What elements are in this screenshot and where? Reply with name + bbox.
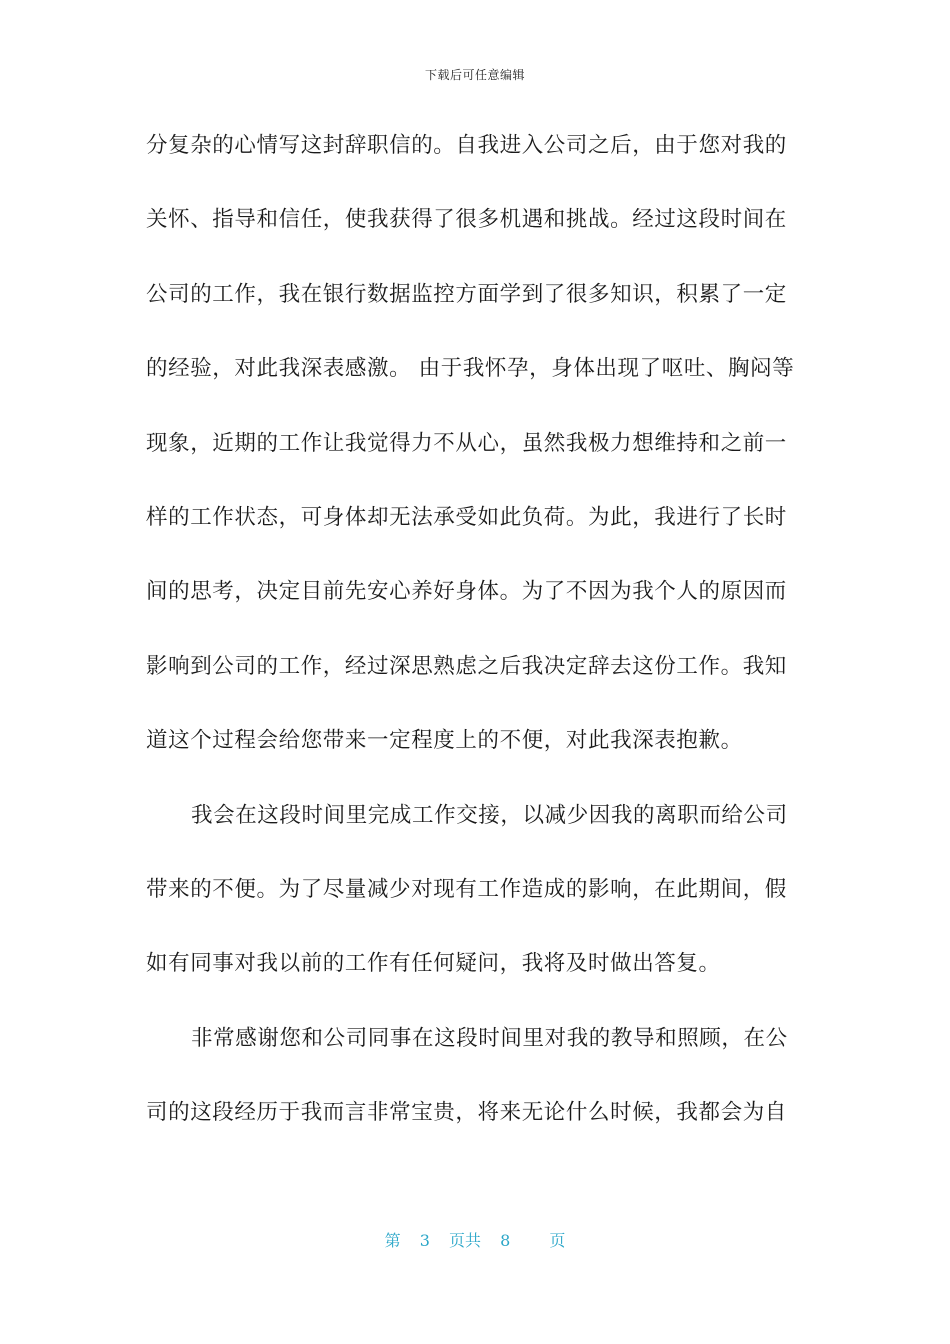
page-prefix: 第	[384, 1231, 401, 1250]
body-line: 关怀、指导和信任，使我获得了很多机遇和挑战。经过这段时间在	[146, 207, 787, 233]
body-line: 的经验，对此我深表感激。 由于我怀孕，身体出现了呕吐、胸闷等	[146, 356, 795, 382]
body-line: 样的工作状态，可身体却无法承受如此负荷。为此，我进行了长时	[146, 504, 787, 530]
page-suffix: 页	[549, 1231, 566, 1250]
current-page-number: 3	[419, 1231, 430, 1250]
page-mid: 页共	[448, 1231, 481, 1250]
document-body	[146, 122, 806, 1163]
body-line: 道这个过程会给您带来一定程度上的不便，对此我深表抱歉。	[146, 728, 743, 754]
total-pages-number: 8	[500, 1231, 511, 1250]
paragraph-first-line: 非常感谢您和公司同事在这段时间里对我的教导和照顾，在公	[191, 1025, 788, 1051]
body-line: 间的思考，决定目前先安心养好身体。为了不因为我个人的原因而	[146, 579, 787, 605]
body-line: 带来的不便。为了尽量减少对现有工作造成的影响，在此期间，假	[146, 876, 787, 902]
page-footer	[0, 1228, 950, 1251]
body-line: 分复杂的心情写这封辞职信的。自我进入公司之后，由于您对我的	[146, 133, 787, 158]
body-line: 现象，近期的工作让我觉得力不从心，虽然我极力想维持和之前一	[146, 430, 787, 456]
body-line: 影响到公司的工作，经过深思熟虑之后我决定辞去这份工作。我知	[146, 653, 787, 679]
page-header: 下载后可任意编辑	[424, 68, 525, 82]
paragraph-first-line: 我会在这段时间里完成工作交接，以减少因我的离职而给公司	[191, 802, 788, 828]
body-line: 如有同事对我以前的工作有任何疑问，我将及时做出答复。	[146, 951, 721, 977]
body-line: 司的这段经历于我而言非常宝贵，将来无论什么时候，我都会为自	[146, 1100, 787, 1126]
body-line: 公司的工作，我在银行数据监控方面学到了很多知识，积累了一定	[146, 281, 787, 307]
